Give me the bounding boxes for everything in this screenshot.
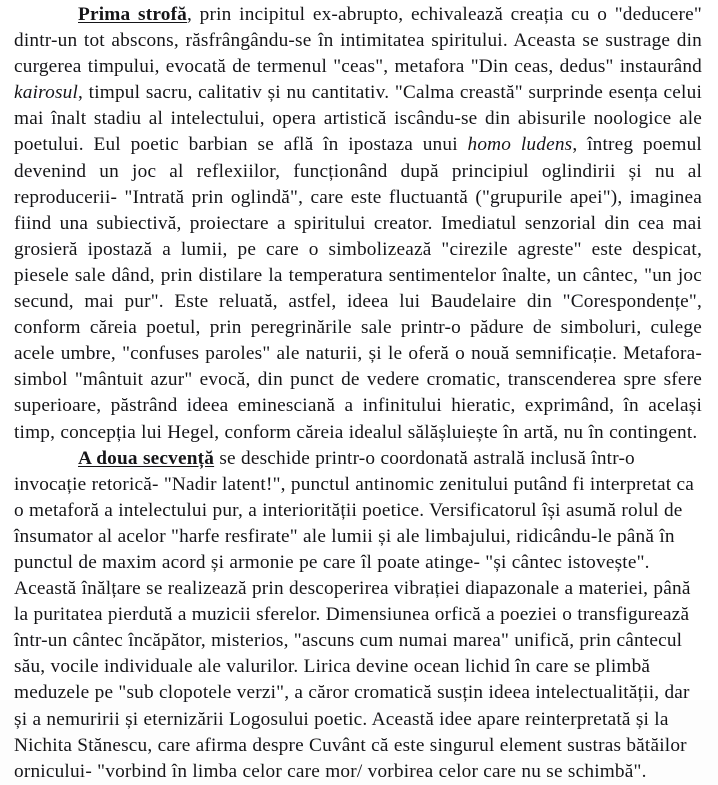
paragraph-prima-strofa [14,2,702,446]
paragraph-text-segment: , timpul sacru, calitativ și nu cantitativ. "Calma creastă" surprinde esența celui mai înalt stadiu al intelectului, opera artistică iscându-se din abisurile noologice ale poetului. Eul poetic barbian se află în ipostaza unui [14,82,702,156]
run-in-heading-a-doua-secventa: A doua secvență [78,447,215,469]
document-text-body [14,2,702,785]
italic-term-kairosul: kairosul [14,82,79,104]
paragraph-text-segment: , întreg poemul devenind un joc al reflexiilor, funcționând după principiul oglindirii și nu al reproducerii- "Intrată prin oglindă", care este fluctuantă ("grupurile apei"), imaginea fiind una subiectivă, proiectare a spiritului creator. Imediatul senzorial din cea mai grosieră ipostază a lumii, pe care o simbolizează "cirezile agreste" este despicat, piesele sale dând, prin distilare la temperatura sentimentelor înalte, un cântec, "un joc secund, mai pur". Este reluată, astfel, ideea lui Baudelaire din "Corespondențe", conform căreia poetul, prin peregrinările sale printr-o pădure de simboluri, culege acele umbre, "confuses paroles" ale naturii, și le oferă o nouă semnificație. Metafora-simbol "mântuit azur" evocă, din punct de vedere cromatic, transcenderea spre sfere superioare, păstrând ideea eminesciană a infinitului hieratic, exprimând, în același timp, concepția lui Hegel, conform căreia idealul sălășluiește în artă, nu în contingent. [14,134,702,443]
paragraph-a-doua-secventa [14,446,702,785]
italic-term-homo-ludens: homo ludens [467,134,573,156]
paragraph-text-segment: se deschide printr-o coordonată astrală inclusă într-o invocație retorică- "Nadir latent!", punctul antinomic zenitului putând fi interpretat ca o metaforă a intelectului pur, a interiorității poetice. Versificatorul își asumă rolul de însumator al acelor "harfe resfirate" ale lumii și ale limbajului, ridicându-le până în punctul de maxim acord și armonie pe care îl poate atinge- "și cântec istovește". Această înălțare se realizează prin descoperirea vibrației diapazonale a materiei, până la puritatea pierdută a muzicii sferelor. Dimensiunea orfică a poeziei o transfigurează într-un cântec încăpător, misterios, "ascuns cum numai marea" unifică, prin cântecul său, vocile individuale ale valurilor. Lirica devine ocean lichid în care se plimbă meduzele pe "sub clopotele verzi", a căror cromatică susțin ideea intelectualității, dar și a nemuririi și eternizării Logosului poetic. Această idee apare reinterpretată și la Nichita Stănescu, care afirma despre Cuvânt că este singurul element sustras bătăilor ornicului- "vorbind în limba celor care mor/ vorbirea celor care nu se schimbă". [14,447,694,782]
run-in-heading-prima-strofa: Prima strofă [78,4,188,25]
paragraph-text-segment: , prin incipitul ex-abrupto, echivalează creația cu o "deducere" dintr-un tot abscons, răsfrângându-se în intimitatea spiritului. Aceasta se sustrage din curgerea timpului, evocată de termenul "ceas", metafora "Din ceas, dedus" instaurând [14,4,702,78]
